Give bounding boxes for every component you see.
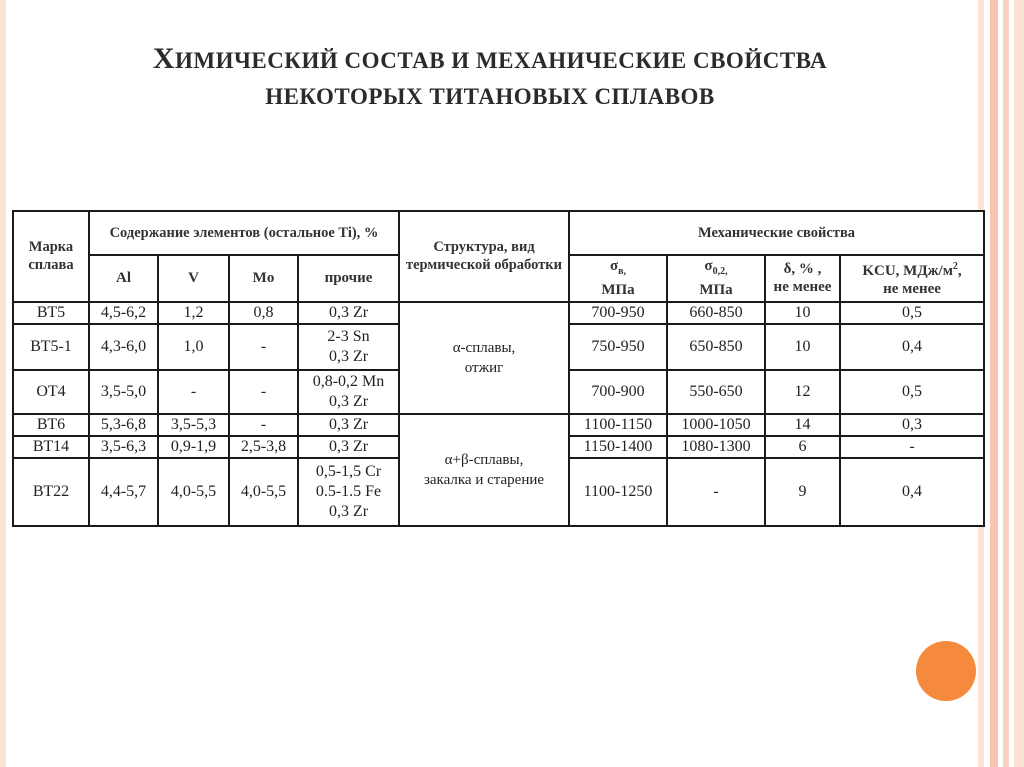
kcu-superscript: 2 <box>952 261 958 273</box>
cell-grade: ВТ5-1 <box>13 324 89 370</box>
header-kcu <box>840 255 984 301</box>
cell-sigma-02: 1080-1300 <box>667 436 765 458</box>
other-line: 0,3 Zr <box>328 416 369 434</box>
cell-grade: ВТ5 <box>13 302 89 324</box>
cell-sigma-02: 660-850 <box>667 302 765 324</box>
alloys-table-container <box>12 210 983 527</box>
sigma-02-symbol: σ <box>704 258 713 275</box>
cell-sigma-b: 750-950 <box>569 324 667 370</box>
cell-sigma-02: 1000-1050 <box>667 414 765 436</box>
cell-grade: ВТ22 <box>13 458 89 526</box>
cell-sigma-b: 1100-1250 <box>569 458 667 526</box>
cell-other <box>298 370 399 414</box>
cell-al: 3,5-5,0 <box>89 370 158 414</box>
cell-delta: 10 <box>765 324 840 370</box>
header-row-1 <box>13 211 984 255</box>
cell-al: 4,4-5,7 <box>89 458 158 526</box>
cell-kcu: 0,3 <box>840 414 984 436</box>
cell-v: 1,0 <box>158 324 229 370</box>
cell-sigma-b: 700-900 <box>569 370 667 414</box>
title-line-1-text: ИМИЧЕСКИЙ СОСТАВ И МЕХАНИЧЕСКИЕ СВОЙСТВА <box>174 48 828 73</box>
table-row <box>13 414 984 436</box>
structure-alpha-line-1: α-сплавы, <box>452 339 516 356</box>
decorative-orange-circle <box>916 641 976 701</box>
structure-ab-line-2: закалка и старение <box>423 472 545 489</box>
slide-title-line-2 <box>40 84 940 110</box>
sigma-b-symbol: σ <box>609 258 619 275</box>
other-line: 0,3 Zr <box>328 303 369 321</box>
header-other: прочие <box>298 255 399 301</box>
other-line: 0,3 Zr <box>328 503 369 521</box>
cell-grade: ВТ14 <box>13 436 89 458</box>
cell-mo: - <box>229 370 298 414</box>
cell-mo: 2,5-3,8 <box>229 436 298 458</box>
right-stripe-4 <box>1014 0 1024 767</box>
cell-delta: 6 <box>765 436 840 458</box>
other-line: 0,3 Zr <box>328 438 369 456</box>
header-sigma-b <box>569 255 667 301</box>
cell-al: 4,5-6,2 <box>89 302 158 324</box>
cell-delta: 14 <box>765 414 840 436</box>
other-line: 0,3 Zr <box>328 347 369 365</box>
title-line-2-text: НЕКОТОРЫХ ТИТАНОВЫХ СПЛАВОВ <box>265 84 715 109</box>
header-delta <box>765 255 840 301</box>
cell-kcu: 0,4 <box>840 458 984 526</box>
cell-al: 5,3-6,8 <box>89 414 158 436</box>
cell-other <box>298 458 399 526</box>
cell-structure-alpha-beta <box>399 414 569 526</box>
cell-v: 1,2 <box>158 302 229 324</box>
other-line: 0,5-1,5 Cr <box>315 463 382 481</box>
cell-mo: 0,8 <box>229 302 298 324</box>
cell-kcu: - <box>840 436 984 458</box>
header-v: V <box>158 255 229 301</box>
right-stripe-2 <box>990 0 998 767</box>
cell-other <box>298 436 399 458</box>
alloys-table <box>12 210 985 527</box>
right-stripe-3 <box>1003 0 1009 767</box>
kcu-label: KCU, МДж/м <box>862 263 953 280</box>
cell-al: 3,5-6,3 <box>89 436 158 458</box>
cell-sigma-02: 650-850 <box>667 324 765 370</box>
cell-grade: ВТ6 <box>13 414 89 436</box>
cell-mo: 4,0-5,5 <box>229 458 298 526</box>
cell-kcu: 0,4 <box>840 324 984 370</box>
header-structure: Структура, вид термической обработки <box>399 211 569 302</box>
cell-v: - <box>158 370 229 414</box>
kcu-tail: , <box>957 263 962 280</box>
cell-delta: 12 <box>765 370 840 414</box>
other-line: 0.5-1.5 Fe <box>315 483 382 501</box>
other-line: 2-3 Sn <box>327 327 370 345</box>
cell-kcu: 0,5 <box>840 370 984 414</box>
cell-v: 0,9-1,9 <box>158 436 229 458</box>
cell-delta: 9 <box>765 458 840 526</box>
other-line: 0,8-0,2 Mn <box>312 373 385 391</box>
cell-sigma-02: - <box>667 458 765 526</box>
header-mechanical: Механические свойства <box>569 211 984 255</box>
other-line: 0,3 Zr <box>328 393 369 411</box>
cell-delta: 10 <box>765 302 840 324</box>
slide-title-line-1 <box>40 42 940 76</box>
delta-label: δ, % , <box>783 261 822 278</box>
kcu-note: не менее <box>883 281 941 298</box>
header-composition: Содержание элементов (остальное Ti), % <box>89 211 399 255</box>
sigma-b-unit: МПа <box>601 282 635 299</box>
cell-kcu: 0,5 <box>840 302 984 324</box>
delta-note: не менее <box>773 279 832 296</box>
header-mo: Mo <box>229 255 298 301</box>
title-initial: Х <box>152 42 175 75</box>
cell-sigma-b: 1100-1150 <box>569 414 667 436</box>
cell-mo: - <box>229 414 298 436</box>
sigma-02-unit: МПа <box>699 282 733 299</box>
cell-sigma-b: 700-950 <box>569 302 667 324</box>
cell-v: 3,5-5,3 <box>158 414 229 436</box>
cell-sigma-02: 550-650 <box>667 370 765 414</box>
header-grade: Марка сплава <box>13 211 89 302</box>
cell-other <box>298 302 399 324</box>
header-al: Al <box>89 255 158 301</box>
header-sigma-02 <box>667 255 765 301</box>
structure-alpha-line-2: отжиг <box>464 359 504 376</box>
cell-other <box>298 324 399 370</box>
cell-grade: ОТ4 <box>13 370 89 414</box>
sigma-02-subscript: 0,2, <box>712 266 728 278</box>
table-row <box>13 302 984 324</box>
cell-mo: - <box>229 324 298 370</box>
cell-v: 4,0-5,5 <box>158 458 229 526</box>
structure-ab-line-1: α+β-сплавы, <box>444 452 524 469</box>
cell-sigma-b: 1150-1400 <box>569 436 667 458</box>
left-edge-stripe <box>0 0 6 767</box>
cell-al: 4,3-6,0 <box>89 324 158 370</box>
cell-other <box>298 414 399 436</box>
cell-structure-alpha <box>399 302 569 415</box>
sigma-b-subscript: в, <box>618 266 627 278</box>
